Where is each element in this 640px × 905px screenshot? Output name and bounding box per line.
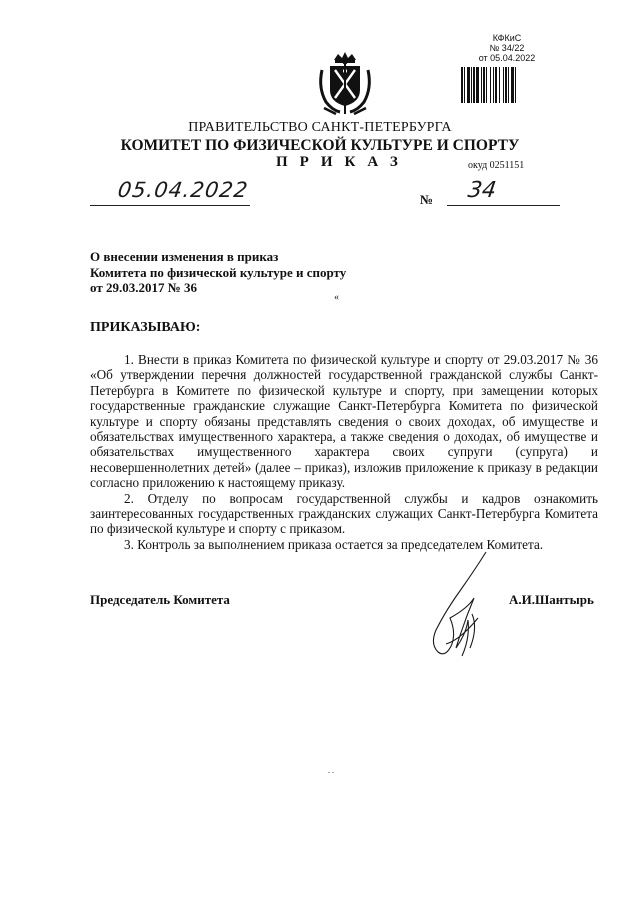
signer-position: Председатель Комитета [90,592,230,607]
coat-of-arms-emblem [316,52,374,118]
order-paragraph: 1. Внести в приказ Комитета по физической культуре и спорту от 29.03.2017 № 36 «Об утверждении перечня должностей государственной гражданской службы Санкт-Петербурга в Комитете по физической культуре и спорту, при замещении которых государственные гражданские служащие Санкт-Петербурга Комитета по физической культуре и спорту обязаны представлять сведения о своих доходах, об имуществе и обязательствах имущественного характера, а также сведения о доходах, об имуществе и обязательствах имущественного характера своих супруги (супруга) и несовершеннолетних детей» (далее – приказ), изложив приложение к приказу в редакции согласно приложению к настоящему приказу. [90,352,598,491]
order-paragraph: 3. Контроль за выполнением приказа остается за председателем Комитета. [124,536,544,552]
government-title: ПРАВИТЕЛЬСТВО САНКТ-ПЕТЕРБУРГА [188,120,452,135]
stray-mark: « [334,292,339,303]
document-type: ПРИКАЗ [276,154,410,170]
barcode-bar [515,67,516,103]
directive-heading: ПРИКАЗЫВАЮ: [90,320,201,335]
order-body [90,352,598,552]
subject-line: Комитета по физической культуре и спорту [90,264,347,280]
barcode-bar [467,67,470,103]
order-number-handwritten: 34 [466,178,498,203]
barcode-bar [499,67,500,103]
barcode-bar [481,67,482,103]
registration-stamp [470,33,544,63]
barcode-bar [483,67,485,103]
barcode-bar [464,67,465,103]
barcode-bar [476,67,479,103]
barcode-bar [493,67,494,103]
footer-mark: . . [328,766,334,775]
registration-org-code: КФКиС [492,33,522,43]
barcode-bar [473,67,475,103]
order-number-label: № [420,192,434,207]
registration-number: № 34/22 [489,43,525,53]
barcode-bar [503,67,504,103]
barcode-bar [508,67,509,103]
subject-line: О внесении изменения в приказ [90,249,279,264]
barcode-bar [495,67,497,103]
barcode-bar [511,67,514,103]
date-underline [90,205,250,206]
registration-date: от 05.04.2022 [478,53,536,63]
order-paragraph: 2. Отделу по вопросам государственной службы и кадров ознакомить заинтересованных государственных гражданских служащих Санкт-Петербурга Комитета по физической культуре и спорту с приказом. [90,490,598,537]
barcode-bar [461,67,463,103]
barcode [461,67,539,103]
handwritten-signature [416,548,516,660]
order-subject [90,249,346,296]
okud-code: окуд 0251151 [468,160,525,171]
subject-line: от 29.03.2017 № 36 [90,280,198,295]
barcode-bar [471,67,472,103]
barcode-bar [505,67,507,103]
number-underline [447,205,560,206]
committee-title: КОМИТЕТ ПО ФИЗИЧЕСКОЙ КУЛЬТУРЕ И СПОРТУ [120,137,520,154]
signer-name: А.И.Шантырь [509,592,594,607]
order-date-handwritten: 05.04.2022 [116,178,250,202]
barcode-bar [490,67,491,103]
barcode-bar [486,67,487,103]
